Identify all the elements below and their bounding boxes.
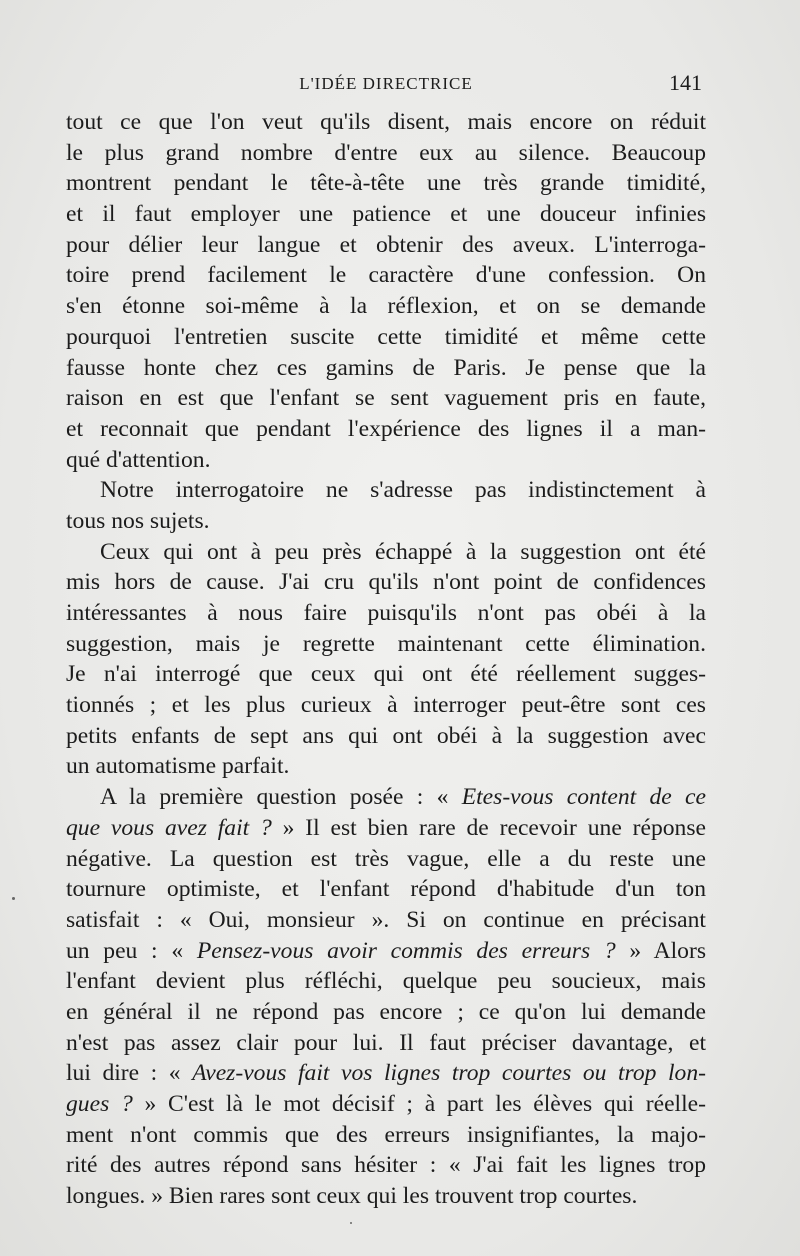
text-line: toire prend facilement le caractère d'une confession. On	[66, 262, 706, 289]
text-line: tournure optimiste, et l'enfant répond d'habitude d'un ton	[66, 876, 706, 903]
paper-speck	[12, 897, 15, 900]
italic-quote: Etes-vous content de ce	[461, 784, 706, 811]
text-line: ment n'ont commis que des erreurs insignifiantes, la majo-	[66, 1121, 706, 1148]
text-line: tout ce que l'on veut qu'ils disent, mais encore on réduit	[66, 109, 706, 135]
text-line: fausse honte chez ces gamins de Paris. Je pense que la	[66, 354, 706, 381]
text-line: et il faut employer une patience et une douceur infinies	[66, 201, 706, 228]
italic-quote: gues ?	[66, 1091, 133, 1117]
text-line: un automatisme parfait.	[66, 753, 290, 780]
body-text	[66, 107, 706, 1212]
text-line: n'est pas assez clair pour lui. Il faut préciser davantage, et	[66, 1029, 706, 1056]
text-line: pour délier leur langue et obtenir des aveux. L'interroga-	[66, 231, 706, 258]
text-line: l'enfant devient plus réfléchi, quelque peu soucieux, mais	[66, 968, 706, 995]
text-line: négative. La question est très vague, elle a du reste une	[66, 845, 706, 872]
text-line: un peu : « Pensez-vous avoir commis des erreurs ? » Alors	[66, 937, 706, 964]
text-line: que vous avez fait ? » Il est bien rare de recevoir une réponse	[66, 814, 706, 841]
text-line: tous nos sujets.	[66, 507, 210, 534]
text-line: pourquoi l'entretien suscite cette timidité et même cette	[66, 323, 706, 350]
italic-quote: Pensez-vous avoir commis des erreurs ?	[196, 937, 616, 964]
text-line: raison en est que l'enfant se sent vaguement pris en faute,	[66, 385, 706, 412]
text-line: en général il ne répond pas encore ; ce qu'on lui demande	[66, 998, 706, 1025]
text-line: mis hors de cause. J'ai cru qu'ils n'ont point de confidences	[66, 569, 706, 596]
paper-speck	[350, 1222, 352, 1224]
text-line: lui dire : « Avez-vous fait vos lignes trop courtes ou trop lon-	[66, 1060, 706, 1087]
text-line: A la première question posée : « Etes-vous content de ce	[100, 784, 706, 811]
text-line: montrent pendant le tête-à-tête une très grande timidité,	[66, 170, 706, 197]
text-line: et reconnait que pendant l'expérience des lignes il a man-	[66, 415, 706, 442]
page-header	[66, 70, 706, 98]
text-line: longues. » Bien rares sont ceux qui les trouvent trop courtes.	[66, 1183, 638, 1210]
text-line: s'en étonne soi-même à la réflexion, et on se demande	[66, 293, 706, 320]
italic-quote: que vous avez fait ?	[66, 814, 272, 841]
text-line: petits enfants de sept ans qui ont obéi à la suggestion avec	[66, 722, 706, 749]
page-number: 141	[669, 70, 702, 95]
text-line: rité des autres répond sans hésiter : « J'ai fait les lignes trop	[66, 1152, 706, 1179]
text-line: Je n'ai interrogé que ceux qui ont été réellement sugges-	[66, 661, 706, 688]
text-line: qué d'attention.	[66, 446, 211, 473]
text-line: Notre interrogatoire ne s'adresse pas indistinctement à	[100, 477, 706, 504]
text-line: intéressantes à nous faire puisqu'ils n'ont pas obéi à la	[66, 600, 706, 626]
italic-quote: Avez-vous fait vos lignes trop courtes ou trop lon-	[192, 1060, 706, 1087]
text-line: Ceux qui ont à peu près échappé à la suggestion ont été	[100, 538, 706, 565]
text-line: gues ? » C'est là le mot décisif ; à part les élèves qui réelle-	[66, 1091, 706, 1117]
running-title: L'IDÉE DIRECTRICE	[299, 74, 473, 93]
text-line: suggestion, mais je regrette maintenant cette élimination.	[66, 630, 706, 657]
text-line: tionnés ; et les plus curieux à interroger peut-être sont ces	[66, 692, 706, 719]
text-line: le plus grand nombre d'entre eux au silence. Beaucoup	[66, 139, 706, 166]
text-line: satisfait : « Oui, monsieur ». Si on continue en précisant	[66, 906, 706, 933]
